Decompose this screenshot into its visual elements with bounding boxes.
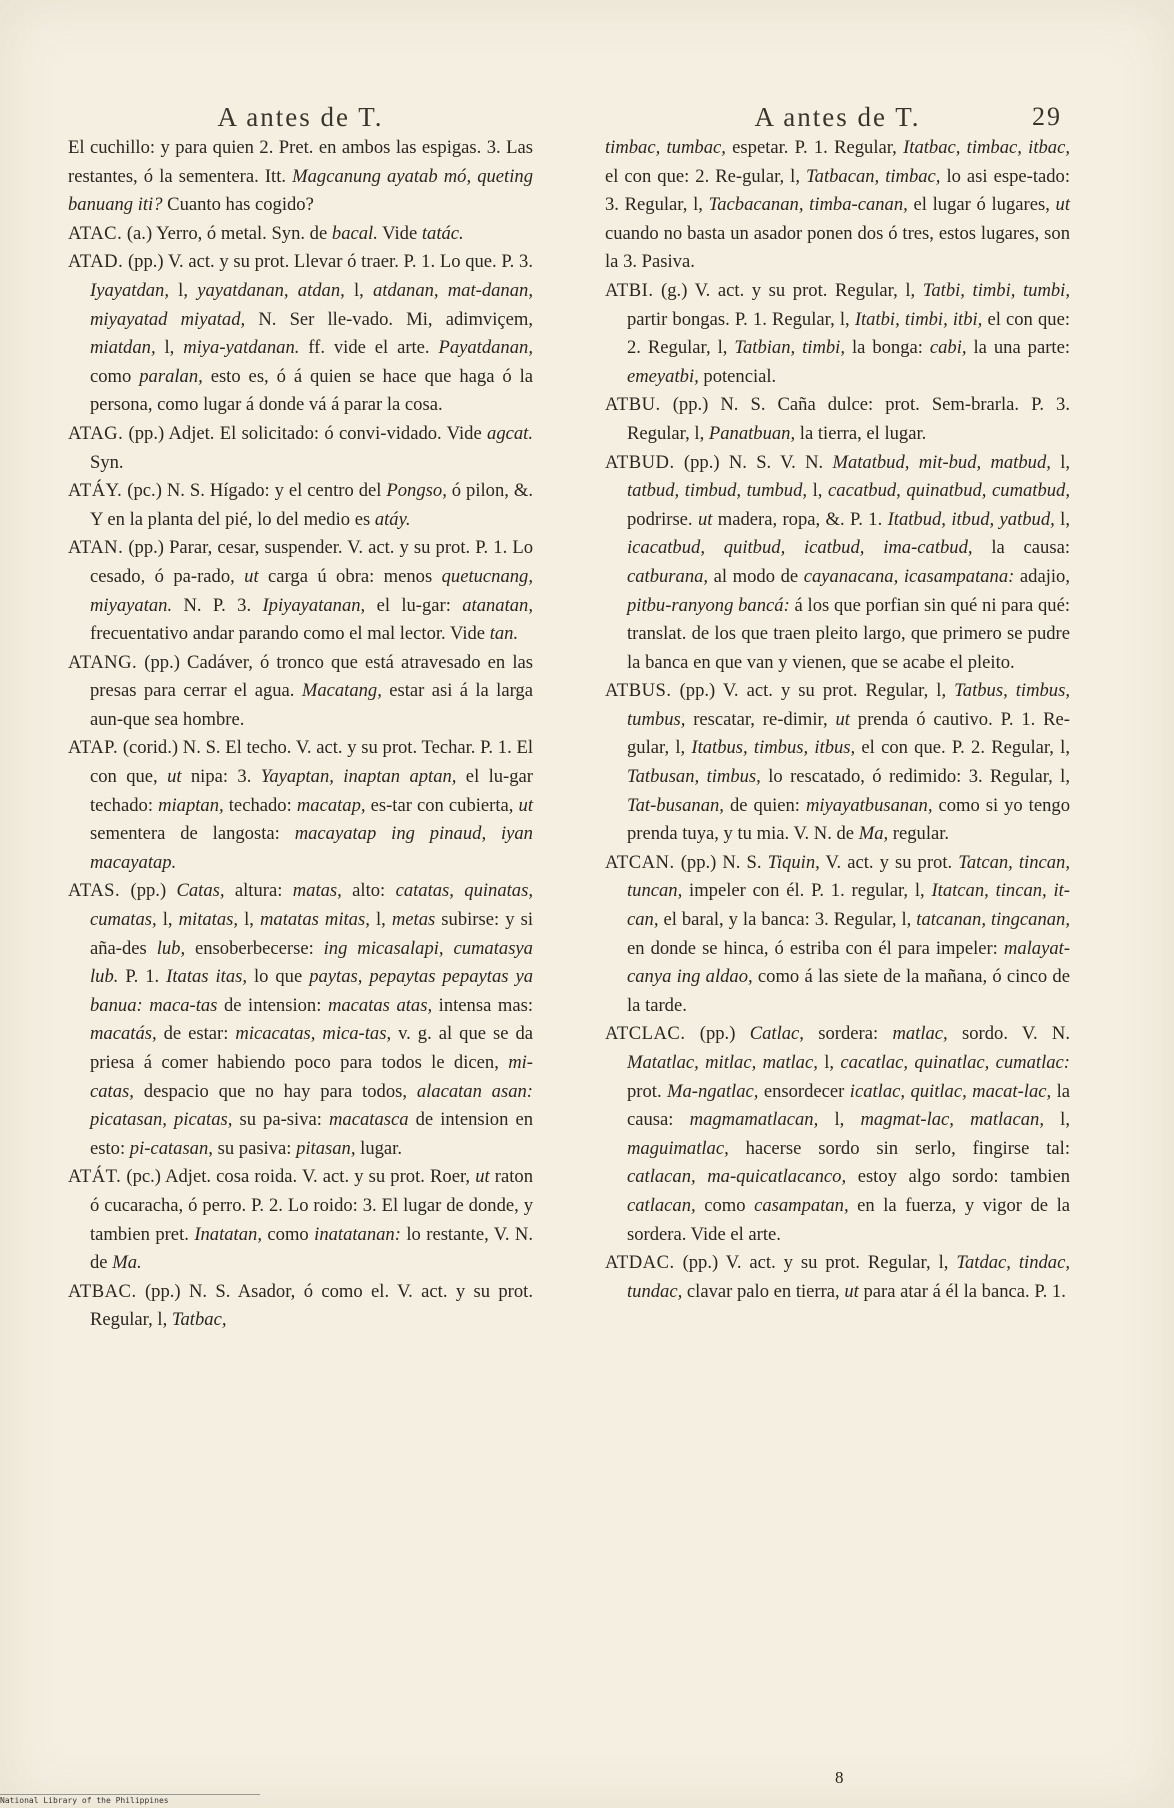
dictionary-entry: ATAP. (corid.) N. S. El techo. V. act. y su prot. Techar. P. 1. El con que, ut nipa: 3. Yayaptan, inaptan aptan, el lu-gar techado: miaptan, techado: macatap, es-tar con cubierta, ut sementera de langosta: macayatap ing pinaud, iyan macayatap.	[68, 737, 533, 873]
dictionary-entry: ATDAC. (pp.) V. act. y su prot. Regular, l, Tatdac, tindac, tundac, clavar palo en tierra, ut para atar á él la banca. P. 1.	[605, 1252, 1070, 1302]
dictionary-entry: ATBI. (g.) V. act. y su prot. Regular, l, Tatbi, timbi, tumbi, partir bongas. P. 1. Regular, l, Itatbi, timbi, itbi, el con que: 2. Regular, l, Tatbian, timbi, la bonga: cabi, la una parte: emeyatbi, potencial.	[605, 279, 1070, 387]
dictionary-entry: ATÁY. (pc.) N. S. Hígado: y el centro del Pongso, ó pilon, &. Y en la planta del pié, lo del medio es atáy.	[68, 480, 533, 530]
dictionary-entry: ATÁT. (pc.) Adjet. cosa roida. V. act. y su prot. Roer, ut raton ó cucaracha, ó perro. P. 2. Lo roido: 3. El lugar de donde, y tambien pret. Inatatan, como inatatanan: lo restante, V. N. de Ma.	[68, 1166, 533, 1274]
dictionary-entry: ATAG. (pp.) Adjet. El solicitado: ó convi-vidado. Vide agcat. Syn.	[68, 422, 533, 473]
dictionary-entry: ATBUD. (pp.) N. S. V. N. Matatbud, mit-bud, matbud, l, tatbud, timbud, tumbud, l, cacatbud, quinatbud, cumatbud, podrirse. ut madera, ropa, &. P. 1. Itatbud, itbud, yatbud, l, icacatbud, quitbud, icatbud, ima-catbud, la causa: catburana, al modo de cayanacana, icasampatana: adajio, pitbu-ranyong bancá: á los que porfian sin qué ni para qué: translat. de los que traen pleito largo, que primero se pudre la banca en que van y vienen, que se acabe el pleito.	[605, 451, 1071, 673]
dictionary-entry: ATBAC. (pp.) N. S. Asador, ó como el. V. act. y su prot. Regular, l, Tatbac,	[68, 1280, 533, 1331]
right-column	[605, 100, 1070, 1306]
dictionary-entry: El cuchillo: y para quien 2. Pret. en ambos las espigas. 3. Las restantes, ó la sementera. Itt. Magcanung ayatab mó, queting banuang iti? Cuanto has cogido?	[68, 137, 533, 216]
right-header-text: A antes de T.	[754, 102, 921, 132]
signature-mark: 8	[835, 1768, 844, 1787]
dictionary-entry: ATBU. (pp.) N. S. Caña dulce: prot. Sem-brarla. P. 3. Regular, l, Panatbuan, la tierra, el lugar.	[605, 394, 1070, 444]
library-footer: National Library of the Philippines	[0, 1796, 169, 1805]
dictionary-entry: ATBUS. (pp.) V. act. y su prot. Regular, l, Tatbus, timbus, tumbus, rescatar, re-dimir, ut prenda ó cautivo. P. 1. Re-gular, l, Itatbus, timbus, itbus, el con que. P. 2. Regular, l, Tatbusan, timbus, lo rescatado, ó redimido: 3. Regular, l, Tat-busanan, de quien: miyayatbusanan, como si yo tengo prenda tuya, y tu mia. V. N. de Ma, regular.	[605, 680, 1070, 845]
dictionary-entry: ATANG. (pp.) Cadáver, ó tronco que está atravesado en las presas para cerrar el agua. Macatang, estar asi á la larga aun-que sea hombre.	[68, 651, 533, 730]
left-column	[68, 100, 533, 1335]
dictionary-entry: ATCLAC. (pp.) Catlac, sordera: matlac, sordo. V. N. Matatlac, mitlac, matlac, l, cacatlac, quinatlac, cumatlac: prot. Ma-ngatlac, ensordecer icatlac, quitlac, macat-lac, la causa: magmamatlacan, l, magmat-lac, matlacan, l, maguimatlac, hacerse sordo sin serlo, fingirse tal: catlacan, ma-quicatlacanco, estoy algo sordo: tambien catlacan, como casampatan, en la fuerza, y vigor de la sordera. Vide el arte.	[605, 1023, 1071, 1245]
dictionary-entry: ATAN. (pp.) Parar, cesar, suspender. V. act. y su prot. P. 1. Lo cesado, ó pa-rado, ut carga ú obra: menos quetucnang, miyayatan. N. P. 3. Ipiyayatanan, el lu-gar: atanatan, frecuentativo andar parando como el mal lector. Vide tan.	[68, 537, 533, 645]
footer-rule	[0, 1794, 260, 1795]
dictionary-entry: timbac, tumbac, espetar. P. 1. Regular, Itatbac, timbac, itbac, el con que: 2. Re-gular, l, Tatbacan, timbac, lo asi espe-tado: 3. Regular, l, Tacbacanan, timba-canan, el lugar ó lugares, ut cuando no basta un asador ponen dos ó tres, estos lugares, son la 3. Pasiva.	[605, 137, 1071, 273]
right-running-header	[605, 100, 1070, 134]
dictionary-entry: ATAC. (a.) Yerro, ó metal. Syn. de bacal. Vide tatác.	[68, 222, 464, 244]
right-entries	[605, 134, 1070, 1306]
dictionary-entry: ATCAN. (pp.) N. S. Tiquin, V. act. y su prot. Tatcan, tincan, tuncan, impeler con él. P. 1. regular, l, Itatcan, tincan, it-can, el baral, y la banca: 3. Regular, l, tatcanan, tingcanan, en donde se hinca, ó estriba con él para impeler: malayat-canya ing aldao, como á las siete de la mañana, ó cinco de la tarde.	[605, 851, 1070, 1016]
dictionary-entry: ATAD. (pp.) V. act. y su prot. Llevar ó traer. P. 1. Lo que. P. 3. Iyayatdan, l, yayatdanan, atdan, l, atdanan, mat-danan, miyayatad miyatad, N. Ser lle-vado. Mi, adimviçem, miatdan, l, miya-yatdanan. ff. vide el arte. Payatdanan, como paralan, esto es, ó á quien se hace que haga ó la persona, como lugar á donde vá á parar la cosa.	[68, 251, 534, 416]
left-running-header: A antes de T.	[217, 102, 384, 132]
dictionary-entry: ATAS. (pp.) Catas, altura: matas, alto: catatas, quinatas, cumatas, l, mitatas, l, matatas mitas, l, metas subirse: y si aña-des lub, ensoberbecerse: ing micasalapi, cumatasya lub. P. 1. Itatas itas, lo que paytas, pepaytas pepaytas ya banua: maca-tas de intension: macatas atas, intensa mas: macatás, de estar: micacatas, mica-tas, v. g. al que se da priesa á comer habiendo poco para todos le dicen, mi-catas, despacio que no hay para todos, alacatan asan: picatasan, picatas, su pa-siva: macatasca de intension en esto: pi-catasan, su pasiva: pitasan, lugar.	[68, 880, 534, 1159]
left-entries	[68, 134, 533, 1335]
page-number: 29	[1032, 102, 1062, 131]
